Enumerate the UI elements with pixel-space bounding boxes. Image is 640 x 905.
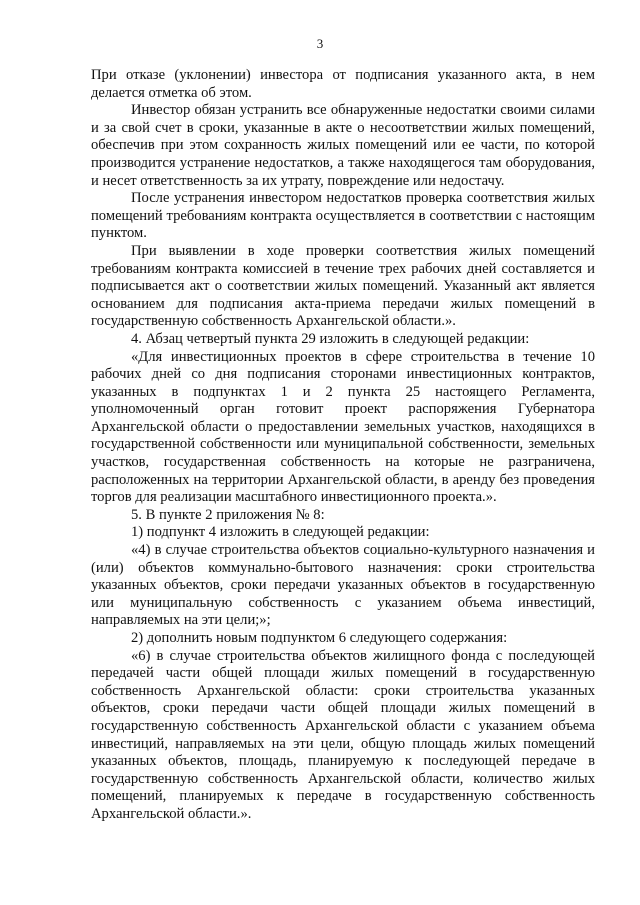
paragraph-subitem-6-text: «6) в случае строительства объектов жилищного фонда с последующей передачей части общей площади жилых помещений в государственную собственность Архангельской области: сроки строительства указанных объектов, сроки передачи части общей площади жилых помещений в государственную собственность Архангельской области с указанием объема инвестиций, направляемых на эти цели, общую площадь жилых помещений указанных объектов, площадь, планируемую к последующей передаче в государственную собственность Архангельской области, количество жилых помещений, планируемых к передаче в государственную собственность Архангельской области.».: [91, 647, 595, 822]
paragraph-subitem-4-text: «4) в случае строительства объектов социально-культурного назначения и (или) объектов коммунально-бытового назначения: сроки строительства указанных объектов, сроки передачи указанных объектов в государственную или муниципальную собственность с указанием объема инвестиций, направляемых на эти цели;»;: [91, 542, 595, 629]
paragraph-refusal-note: При отказе (уклонении) инвестора от подписания указанного акта, в нем делается отметка об этом.: [91, 67, 595, 101]
paragraph-subitem-1-heading: 1) подпункт 4 изложить в следующей редакции:: [131, 524, 430, 541]
page-number: 3: [316, 36, 324, 51]
document-body: [91, 67, 595, 824]
paragraph-subitem-2-heading: 2) дополнить новым подпунктом 6 следующего содержания:: [131, 630, 508, 646]
paragraph-compliance-act: При выявлении в ходе проверки соответствия жилых помещений требованиям контракта комиссией в течение трех рабочих дней составляется и подписывается акт о соответствии жилых помещений. Указанный акт является основанием для подписания акта-приема передачи жилых помещений в государственную собственность Архангельской области.».: [91, 242, 595, 330]
paragraph-item-4-text: «Для инвестиционных проектов в сфере строительства в течение 10 рабочих дней со дня подписания сторонами инвестиционных контрактов, указанных в подпунктах 1 и 2 пункта 25 настоящего Регламента, уполномоченный орган готовит проект распоряжения Губернатора Архангельской области о предоставлении земельных участков, находящихся в государственной собственности или муниципальной собственности, земельных участков, государственная собственность на которые не разграничена, расположенных на территории Архангельской области, в аренду без проведения торгов для реализации масштабного инвестиционного проекта.».: [91, 348, 595, 506]
paragraph-investor-obligation: Инвестор обязан устранить все обнаруженные недостатки своими силами и за свой счет в сроки, указанные в акте о несоответствии жилых помещений, обеспечив при этом сохранность жилых помещений или ее части, по которой производится устранение недостатков, а также находящегося там оборудования, и несет ответственность за их утрату, повреждение или недостачу.: [91, 102, 595, 189]
paragraph-item-5-heading: 5. В пункте 2 приложения № 8:: [131, 506, 325, 523]
paragraph-after-elimination: После устранения инвестором недостатков проверка соответствия жилых помещений требованиям контракта осуществляется в соответствии с настоящим пунктом.: [91, 190, 595, 242]
paragraph-item-4-heading: 4. Абзац четвертый пункта 29 изложить в следующей редакции:: [131, 330, 530, 347]
